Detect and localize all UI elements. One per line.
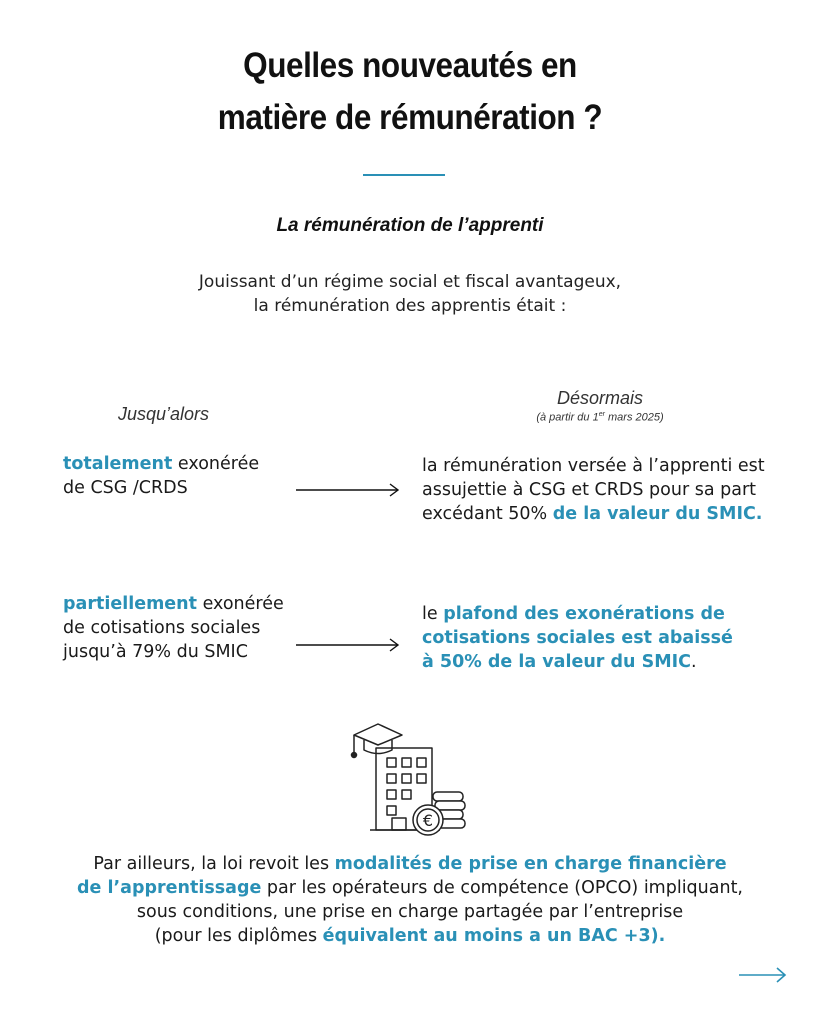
row2-after-plain-1: le	[422, 604, 444, 624]
row2-before-text	[63, 592, 333, 664]
intro-line-2: la rémunération des apprentis était :	[253, 296, 567, 316]
column-header-before: Jusqu’alors	[118, 404, 210, 424]
row1-before-rest: exonérée	[172, 454, 260, 474]
closing-line-4-accent: équivalent au moins a un BAC +3).	[322, 926, 666, 946]
row1-after-plain: excédant 50%	[422, 504, 553, 524]
effective-date-note-post: mars 2025)	[604, 411, 664, 424]
row2-before-accent: partiellement	[63, 594, 197, 614]
title-divider	[363, 174, 445, 176]
intro-paragraph	[0, 270, 820, 318]
row1-after-line-1: la rémunération versée à l’apprenti est	[422, 456, 765, 476]
effective-date-note-sup: er	[598, 411, 605, 418]
row2-after-line-1	[422, 602, 802, 626]
closing-line-1-accent: modalités de prise en charge financière	[334, 854, 727, 874]
right-arrow-icon	[296, 482, 402, 498]
row2-after-text	[422, 602, 802, 674]
row1-before-line-2: de CSG /CRDS	[63, 478, 188, 498]
right-arrow-icon	[296, 637, 402, 653]
row2-before-line-1	[63, 592, 333, 616]
row2-after-accent-1: plafond des exonérations de	[443, 604, 725, 624]
effective-date-note-pre: (à partir du 1	[536, 411, 599, 424]
closing-line-2	[0, 876, 820, 900]
closing-line-4	[0, 924, 820, 948]
row1-before-line-1	[63, 452, 323, 476]
svg-text:€: €	[422, 811, 434, 830]
building-graduation-euro-icon	[340, 710, 480, 840]
column-header-after	[480, 388, 720, 424]
row1-before-accent: totalement	[63, 454, 173, 474]
next-page-arrow-icon[interactable]	[738, 965, 788, 985]
row1-after-line-3	[422, 502, 802, 526]
page-title	[41, 40, 779, 144]
closing-line-4-plain: (pour les diplômes	[154, 926, 323, 946]
intro-line-1: Jouissant d’un régime social et fiscal avantageux,	[198, 272, 622, 292]
closing-line-3: sous conditions, une prise en charge partagée par l’entreprise	[136, 902, 684, 922]
row1-before-text	[63, 452, 323, 500]
closing-line-2-plain: par les opérateurs de compétence (OPCO) impliquant,	[261, 878, 743, 898]
row2-after-line-2: cotisations sociales est abaissé	[422, 628, 733, 648]
closing-line-1	[0, 852, 820, 876]
row1-after-text	[422, 454, 802, 526]
row1-after-line-2: assujettie à CSG et CRDS pour sa part	[422, 480, 757, 500]
row2-before-line-3: jusqu’à 79% du SMIC	[63, 642, 248, 662]
row1-after-accent: de la valeur du SMIC.	[552, 504, 763, 524]
page-title-line-1: Quelles nouveautés en	[243, 46, 577, 85]
effective-date-note	[480, 411, 720, 424]
row2-before-line-2: de cotisations sociales	[63, 618, 261, 638]
row2-after-line-3	[422, 650, 802, 674]
row2-before-rest: exonérée	[197, 594, 284, 614]
closing-line-2-accent: de l’apprentissage	[77, 878, 262, 898]
row2-after-plain-3: .	[691, 652, 697, 672]
column-header-after-label: Désormais	[556, 388, 644, 408]
row2-after-accent-3: à 50% de la valeur du SMIC	[422, 652, 691, 672]
section-subtitle: La rémunération de l’apprenti	[276, 215, 544, 236]
closing-line-1-plain: Par ailleurs, la loi revoit les	[93, 854, 335, 874]
page-title-line-2: matière de rémunération ?	[217, 98, 603, 137]
closing-paragraph	[0, 852, 820, 948]
